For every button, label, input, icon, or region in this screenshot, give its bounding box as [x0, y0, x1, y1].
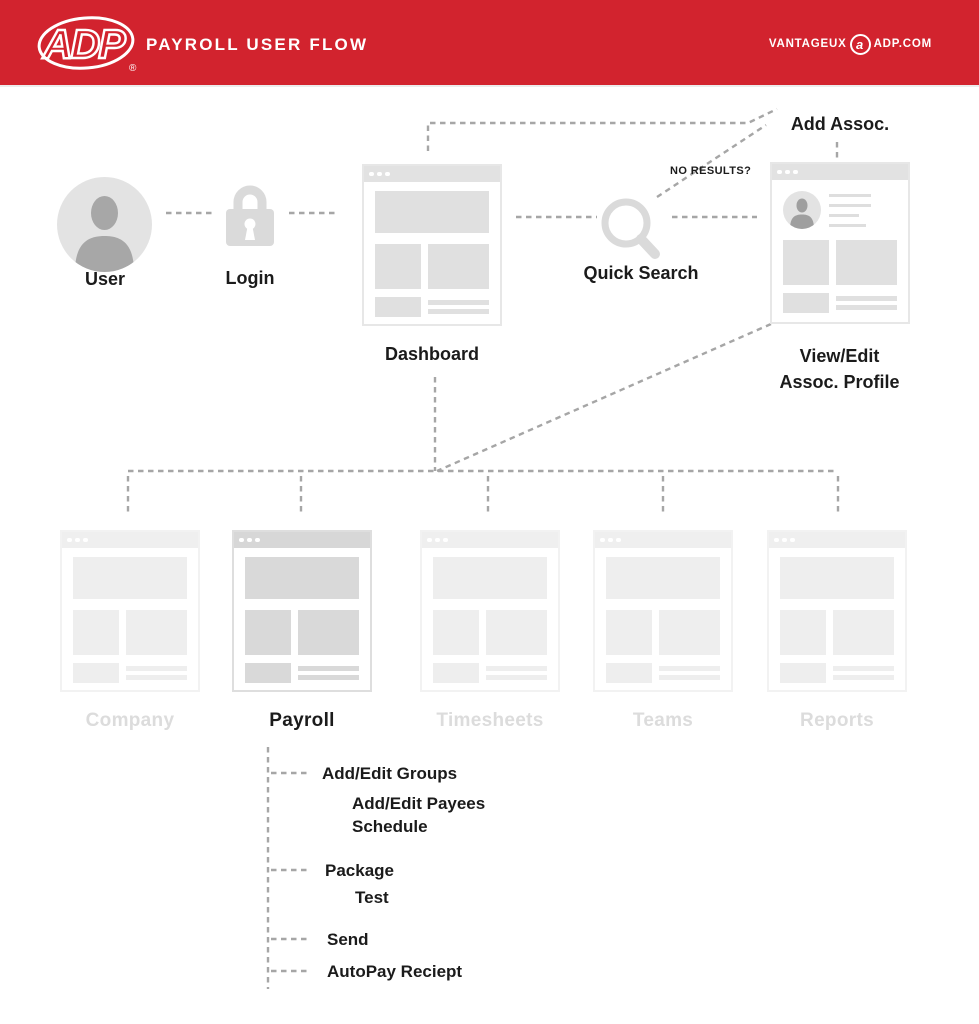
window-dot-icon	[427, 538, 432, 543]
dashboard-thumbnail	[362, 164, 502, 326]
user-avatar-icon	[57, 177, 152, 272]
content-line	[126, 675, 187, 680]
dashboard-label: Dashboard	[384, 344, 480, 364]
content-block	[375, 297, 421, 317]
content-banner	[780, 557, 894, 599]
window-titlebar	[595, 532, 731, 548]
window-dot-icon	[369, 172, 374, 177]
content-line	[298, 666, 359, 671]
no-results-label: NO RESULTS?	[670, 165, 752, 177]
window-dot-icon	[777, 170, 782, 175]
assoc-profile-label-line1: View/Edit	[799, 346, 880, 366]
connector-noresults	[657, 125, 766, 197]
content-block	[73, 610, 119, 655]
content-line	[428, 309, 489, 314]
window-dot-icon	[75, 538, 80, 543]
window-dot-icon	[435, 538, 440, 543]
content-block	[73, 663, 119, 683]
content-block	[780, 610, 826, 655]
window-dot-icon	[790, 538, 795, 543]
window-titlebar	[364, 166, 500, 182]
profile-avatar-icon	[783, 191, 821, 229]
window-dot-icon	[793, 170, 798, 175]
window-dot-icon	[255, 538, 260, 543]
window-titlebar	[772, 164, 908, 180]
timesheets-label: Timesheets	[436, 710, 544, 731]
content-banner	[606, 557, 720, 599]
content-block	[606, 663, 652, 683]
user-label: User	[84, 269, 126, 289]
window-dot-icon	[377, 172, 382, 177]
window-dot-icon	[83, 538, 88, 543]
window-dot-icon	[67, 538, 72, 543]
content-block	[298, 610, 359, 655]
registered-mark: ®	[129, 63, 137, 74]
vantage-a-icon: a	[850, 34, 871, 55]
content-banner	[73, 557, 187, 599]
adp-logo-text: ADP	[43, 21, 124, 67]
company-page-thumbnail	[60, 530, 200, 692]
window-dot-icon	[600, 538, 605, 543]
assoc-profile-thumbnail	[770, 162, 910, 324]
content-line	[833, 666, 894, 671]
window-titlebar	[769, 532, 905, 548]
content-line	[486, 675, 547, 680]
assoc-profile-label-line2: Assoc. Profile	[779, 372, 900, 392]
window-titlebar	[234, 532, 370, 548]
connector-dashboard-addassoc	[428, 109, 777, 151]
content-line	[833, 675, 894, 680]
teams-page-thumbnail	[593, 530, 733, 692]
contact-left-text: VANTAGEUX	[768, 38, 847, 50]
content-line	[836, 296, 897, 301]
content-block	[833, 610, 894, 655]
payroll-page-thumbnail	[232, 530, 372, 692]
step-add-edit-groups: Add/Edit Groups	[322, 764, 458, 783]
window-dot-icon	[239, 538, 244, 543]
content-block	[375, 244, 421, 289]
step-autopay-reciept: AutoPay Reciept	[327, 962, 463, 981]
content-line	[298, 675, 359, 680]
contact-right-text: ADP.COM	[873, 38, 932, 50]
content-block	[836, 240, 897, 285]
content-banner	[433, 557, 547, 599]
window-dot-icon	[616, 538, 621, 543]
content-block	[606, 610, 652, 655]
window-titlebar	[422, 532, 558, 548]
company-label: Company	[85, 710, 175, 731]
content-banner	[245, 557, 359, 599]
content-block	[659, 610, 720, 655]
content-block	[245, 663, 291, 683]
window-dot-icon	[443, 538, 448, 543]
content-line	[126, 666, 187, 671]
content-block	[126, 610, 187, 655]
page-title: PAYROLL USER FLOW	[146, 35, 369, 54]
content-line	[659, 675, 720, 680]
timesheets-page-thumbnail	[420, 530, 560, 692]
step-test: Test	[355, 888, 389, 907]
reports-label: Reports	[800, 710, 874, 731]
profile-text-lines	[829, 194, 871, 227]
content-block	[433, 663, 479, 683]
payroll-label: Payroll	[269, 710, 335, 731]
quick-search-label: Quick Search	[583, 263, 699, 283]
content-line	[836, 305, 897, 310]
content-block	[428, 244, 489, 289]
content-block	[433, 610, 479, 655]
content-line	[428, 300, 489, 305]
reports-page-thumbnail	[767, 530, 907, 692]
quick-search-icon	[599, 197, 663, 261]
content-block	[486, 610, 547, 655]
content-block	[780, 663, 826, 683]
content-block	[783, 293, 829, 313]
assoc-profile-label	[757, 343, 922, 395]
content-line	[659, 666, 720, 671]
content-block	[783, 240, 829, 285]
window-dot-icon	[782, 538, 787, 543]
teams-label: Teams	[632, 710, 694, 731]
window-dot-icon	[785, 170, 790, 175]
window-dot-icon	[608, 538, 613, 543]
step-add-edit-payees: Add/Edit Payees	[352, 794, 486, 813]
step-send: Send	[327, 930, 369, 949]
step-package: Package	[325, 861, 394, 880]
window-dot-icon	[774, 538, 779, 543]
content-line	[486, 666, 547, 671]
step-schedule: Schedule	[352, 817, 428, 836]
login-label: Login	[225, 268, 275, 288]
window-dot-icon	[247, 538, 252, 543]
window-dot-icon	[385, 172, 390, 177]
content-block	[245, 610, 291, 655]
window-titlebar	[62, 532, 198, 548]
login-lock-icon	[221, 183, 279, 249]
content-banner	[375, 191, 489, 233]
add-assoc-label: Add Assoc.	[790, 114, 890, 134]
